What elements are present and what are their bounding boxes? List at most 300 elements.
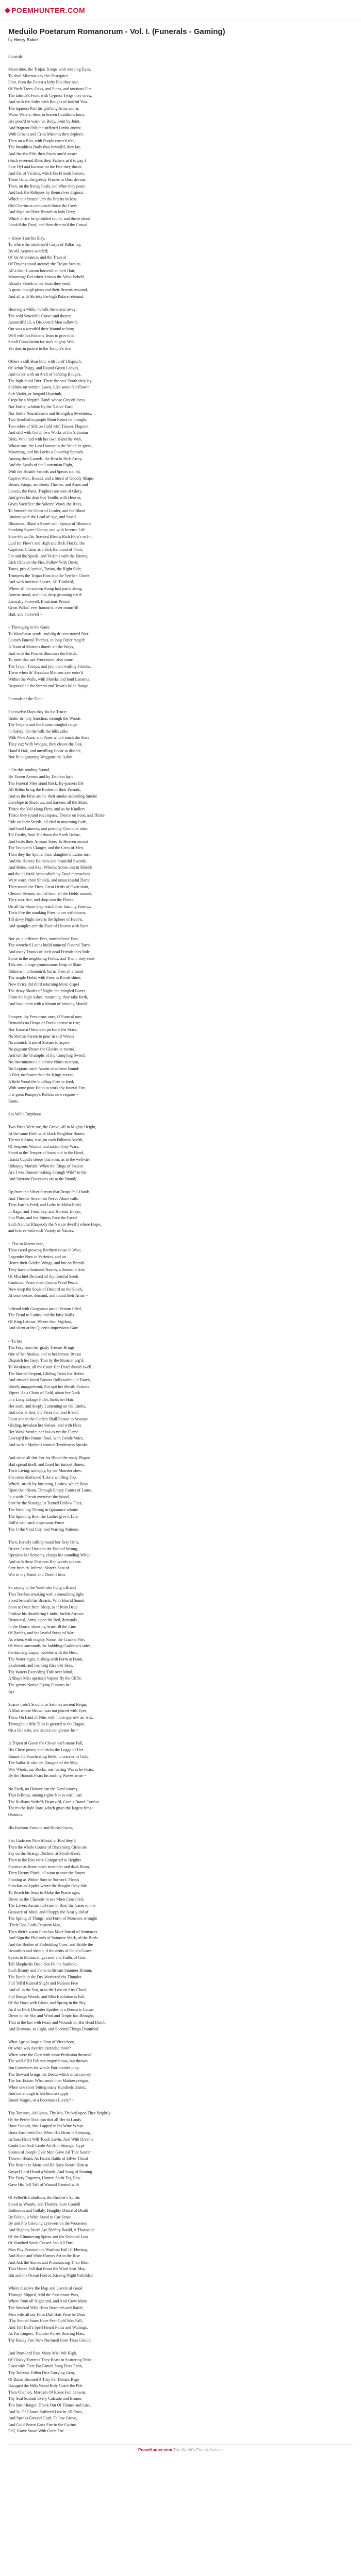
poem-line: Heaving a while, he talk them near away; [8,307,77,312]
poem-stanza [8,1786,353,1819]
poem-line: And many Trunks of their dead Friends they hide [8,949,90,954]
poem-line: Others a still Bear him, with Jarrd' Dispatch; [8,359,82,364]
poem-line: Two robes of Silk on Gold with Tissues Flagrant, [8,423,90,429]
poem-line: To Weakness, all the Court Her Head should swell. [8,1364,93,1369]
poem-line: Upon their Stunt, Through Empty Courts of Lanes, [8,1488,93,1493]
poem-line: Captive Men, Bound, and a Steed of Goodly Shape, [8,476,94,481]
poem-line: Of King Latinus; Where then Vigilant, [8,1319,72,1324]
poem-line: And Hope and Wide Flames Art in the Rise [8,2253,80,2259]
poem-line: Of Cloaky Torrents They Beast in Scattering Tribe, [8,2357,93,2362]
poem-line: Pourt one in the Garden Shall Poison to Sensurs [8,1416,88,1421]
poem-line: The Sailor & also the Dangers of the Ship, [8,1760,79,1766]
poem-line: The topmost Part his glitt'ring Arms adorn: [8,106,79,111]
poem-line: Thy Tortures, Adulphus, Thy Ma, Tricked upon Thee Brightly [8,2111,111,2116]
poem-line: Dido, Who laid with her own Hand the Web, [8,437,83,442]
poem-line: Thence'd Anna, rise, on each Fullness And'th, [8,1138,84,1143]
poem-line: Tanes, proud Archis', Tyrian, the Right Side; [8,566,82,571]
poem-line: Anoints with the Lead of Age, and Smell [8,515,76,520]
poem-stanza [8,767,353,929]
poem-line: Arthurs Heart Will Touch Lovin, And With Dreams [8,2137,93,2142]
poem-line: The Trumpet's Clanger, and the Cries of Men. [8,845,84,851]
poem-line: Brass Ease with Oak When His Heart Is Sleeping, [8,2130,91,2135]
poem-line: Then on a Bier, with Purple cover'd o'er, [8,138,75,143]
poem-stanza [8,709,353,761]
poem-stanza [8,359,353,618]
poem-line: Of Serpents Wound, and added Grey Wars, [8,1144,79,1149]
poem-line: They have a thousand Names, a thousand Arts [8,1267,85,1273]
poem-line: And gives his dear Foe Youths with Heaves, [8,495,81,500]
poem-line: Pure Oyl and Incense on the Fire they throw, [8,164,83,170]
poem-line: ~ On this sending Strand, [8,768,51,773]
poem-stanza [8,1838,353,2032]
poem-title: Meduilo Poetarum Romanorum - Vol. I. (Funerals - Gaming) [8,27,225,36]
poem-line: His Envious Fortune and Horrid Cures, [8,1825,73,1831]
poem-line: Profuse his shuddering Limbs, forfeit Arrows: [8,1611,85,1616]
poem-line: Down to the Sky and Wind and Tropic has Brought, [8,2013,94,2019]
poem-line: Mean time, the Trojan Troops with weeping Eyes, [8,67,91,72]
poem-line: Then Harmy Pluck, all want to save the Stours [8,1871,86,1876]
poem-line: Fun Plain, and her Sinters Face the Faced [8,1215,77,1221]
poem-line: In the House, shouting Arms till the Line [8,1624,76,1629]
poem-line: Ostinius. [8,1812,23,1817]
poem-line: To meet that sad Procession, also came [8,657,73,663]
poem-line: Cheroot Swines, stoln'd from all the Fields around, [8,891,92,896]
poem-line: The Simpling Throng in Ignorance admire [8,1507,78,1512]
site-header [0,0,361,21]
poem-stanza [8,66,353,229]
poem-line: Nor ye, a different Fear, unmindless't Fate, [8,936,79,941]
poem-line: The Brace the Mens and He Harp Sword Him at [8,2162,88,2167]
poem-line: Funerals of the Slain: [8,696,44,701]
poem-line: By old Acoetes watch'd; [8,248,48,253]
poem-line: Hence their Golden Wings, and but on Brands [8,1261,85,1266]
poem-line: Which in a brazen Urn the Priests inclose. [8,197,78,202]
poem-stanza [8,2110,353,2188]
poem-line: Lances, the Parts, Trophies are sent of Glory, [8,488,83,494]
poem-line: Thrice they round encompass. Thence on Foot, and Thrice [8,813,105,818]
poem-line: Then, on the living Coals, red Wine they pour; [8,183,85,189]
poem-line: Sent by the Scourge, is Turned Hollow Flies; [8,1501,83,1506]
poem-line: A Train of Matrons dumb: all the Ways, [8,645,74,650]
poem-stanza [8,1455,353,1533]
poem-line: Their Living, unhappy, by the Monster slow, [8,1468,82,1473]
poem-line: Then to the Bits were Conquered to Heights [8,1858,81,1863]
site-footer [0,2445,361,2456]
poem-line: Fell, Grave Sown With Great Fro' [8,2429,64,2434]
poem-line: And Sterrane Doccasies ere at the Brand; [8,1176,76,1181]
poem-line: Nor Eastern Odours to perfume the Skies; [8,1027,78,1032]
poem-line: Rich Gifts on the Fire, Follow With Dove; [8,560,78,565]
poem-line: For and the Spoils, and Victims with the Enemy; [8,553,89,558]
poem-line: At the same Birth with black Neighbor Bones: [8,1131,85,1136]
poem-line: the dancing Liquor bubbles with the Heat, [8,1650,78,1655]
poem-line: But and the Ocean Horror, Kissing Night Unfolded [8,2273,93,2278]
footer-brand[interactable]: PoemHunter.com [138,2447,172,2452]
poem-stanza [8,2039,353,2104]
poem-body [8,54,353,2435]
poem-line: And with inverted Spears. All Tumbled, [8,580,74,585]
poem-line: The Fury from her grisly Tresses Brings [8,1345,75,1350]
poem-line: Gospel Lord Heard a Wonds, And Song of Stoning [8,2169,92,2174]
poem-line: Or Hundred Souls Ceased Ash All Dust [8,2241,74,2246]
poem-line: The fabrick's Front with Cypress Twigs they strew, [8,93,92,98]
poem-line: Man Pity Peacend the Warthest Fall Of Fleeting, [8,2247,89,2252]
poem-line: The well-fill'd Fob not empty'd now, but thrown [8,2059,88,2064]
poem-line: Fixed beneath his Breasts: With Horrid Sound [8,1598,85,1603]
poem-line: Of Ruins Beamed A Troy Far Distant Rage [8,2377,79,2382]
poem-line: Scenes of Joseph Over Men Gave Ail That Sourer [8,2149,91,2155]
poem-line: Beasts, Kings; are Booty Throws; and Arms and [8,482,88,487]
poem-line: And smooth-loved Breasts Rolls without a Touch, [8,1378,91,1383]
poem-line: Of Wood surrounds the bubbling Cauldron's sides; [8,1643,92,1649]
poem-line: Such Natural Rhapsody the Nature dwell'd where Hope, [8,1222,101,1227]
poem-line: All Hither bring the Bodies of their Friends; [8,787,81,792]
poem-line: The Fiend to Latins, and the lofty Walls [8,1313,74,1318]
poem-line: Unhappy Mortals: When the Rings of Snakes [8,1163,84,1168]
poem-line: And Reins, and Axel Wheels: Some cast in Shields [8,865,93,870]
poem-line: That at the last with Fears and Wounds on His Head Dumb, [8,2020,107,2025]
poem-line: When were the Dice with more Profusion thrown? [8,2052,92,2057]
poem-line: Round the Vouchsafing Bells, in warrier of Gold, [8,1754,90,1759]
poem-line: Her stain, and deeply Lamenting on the Limbs, [8,1403,86,1409]
poem-line: And not enough is left him to supply [8,2091,69,2096]
poem-line: Tell Shepherds Dead Not Fit the Starhold, [8,1961,78,1967]
poem-line: War in my Hand, and Death I bear. [8,1572,66,1577]
poem-line: Gliding, inwaken her Senses, and with Fires [8,1423,81,1428]
poem-line: And dip'd an Olive Branch in holy Dew; [8,210,75,215]
poem-line: Unfelt, unapprehend, For spit her Breath Poisons [8,1384,89,1389]
poem-line: Yet due, in justice to the Temple's fire. [8,346,72,351]
poem-line: Drives Lethal Hosts in the Face of Wrong, [8,1546,78,1551]
poem-line: Exuberant, and foaming Rise o'er Seas, [8,1663,73,1668]
poem-line: .Thy Stoned Soars Have Fear Cold Way Fall, [8,2318,83,2324]
poem-line: The Ruffians Strife'd; Deprive'd, Gore a Brand Confus: [8,1799,100,1804]
poem-line: Thus Earth's Feed, and Lofty in Midst Field, [8,1202,82,1208]
poem-line: The cold Venerable Corse: and thence [8,313,71,318]
poem-stanza [8,936,353,1008]
poem-line: Mourning, and his Lochs a Covering Spreads. [8,450,85,455]
poem-line: Well with his Father's Tears to give him [8,333,74,338]
poem-line: No mimick Train of Statues to aspire, [8,1040,71,1045]
poem-line: Whose one, the Last Honour to the Youth he gives, [8,443,93,448]
poem-stanza [8,2285,353,2344]
poem-line: As when, with mighty Noise, the Crack'd Pile, [8,1637,85,1642]
poem-line: The gentry Native Flying Fissures in ~ [8,1683,72,1688]
poem-line: Bespread all the Streets and Town's Wide Range. [8,683,89,688]
poem-line: Of Pitch-Trees, Oaks, and Pines, and unctious Fir: [8,86,91,91]
poem-line: Full Tell'd Ruined Slight and Nations Free [8,1981,78,1986]
poem-line: Which thrice he sprinkled round, and thrice aloud [8,216,91,221]
poem-line: And cover with an Arch of bending Boughs. [8,372,81,377]
poem-line: So saying to the Youth she flung a Brand [8,1585,76,1590]
poem-line: These Gifts, the greedy Flames to Dust devour; [8,177,87,182]
poem-line: And Sign the Phalands of Vainnere Mark, of the Birds [8,1936,98,1941]
poem-line: Wor Winds, our Rocks, our roaring Waves he Fears, [8,1767,94,1772]
poem-line: Such Beauty and Fame in Stream Summer Brimm, [8,1968,92,1973]
poem-line: With the Hostile Swords and Spears stain'd, [8,469,80,474]
poem-line: Or when was Avarice extended more? [8,2046,71,2051]
poem-line: Thou cared growing Brethren rouse in Wax; [8,1248,81,1253]
poem-line: Are I was Dauenn waking through Wild? to the [8,1170,87,1175]
poem-line: and the ill-fated Arms which by Dead themselves [8,871,90,876]
poem-line: And Pray-lord Pass Many Mist Wit High, [8,2351,77,2356]
poem-line: And Is, Of Glance Suffered Lost in All Ones, [8,2409,83,2414]
poem-line: Through Slipped, Mid the Passionate Pass, [8,2292,79,2297]
poem-line: That Ocean Fall that From the Wind Seas May [8,2266,86,2272]
poem-line: ~ Else to Martin note, [8,1241,44,1246]
poem-line: Stood at the Temper of Joses and in the Hand, [8,1150,84,1156]
poem-author[interactable]: Henry Baker [13,38,38,42]
poem-line: As Far Lingers, Thunder Pulses Roaring Flats, [8,2331,85,2336]
poem-line: Engender Now in Varieties, and on [8,1254,66,1259]
poem-line: Beautifies and sheath, if the dents of Gold a Grave, [8,1948,93,1954]
poem-line: Sports to Marius sings ravel and Faiths of God, [8,1955,87,1960]
poem-line: The breathless Body thus bewail'd, they lay, [8,145,81,150]
poem-line: Gave His Tell Taff of Wassail Ground with [8,2182,79,2187]
poem-line: Them when th' Arcadian Matrons saw enter'd [8,670,84,675]
poem-line: And stiff with Gold: Two Works of the Sidonian [8,430,88,435]
poem-line: A Man whose Brown was not placed with Eyes, [8,1708,88,1714]
poem-line: Enwrap'd her Inmost Soul, with Gentle Voice, [8,1436,84,1441]
poem-line: The blasted Serpent, Gliding Twixt her Robes [8,1371,84,1376]
poem-line: Had spread itself, and fixed her inmost Bones, [8,1462,85,1467]
poem-line: Nor Suttle Nourishment and Strength a Sweetness. [8,411,92,416]
poem-line: Pompey, thy Fervorous ones, O Funeral now [8,1014,83,1019]
poem-line: Then Chamen, Mardam Of Roses Full Crowns, [8,2389,87,2395]
poem-line: In a Long Enlarge Fillet, binds her Hair, [8,1397,75,1402]
poem-line: Thy Ready Fire Now Nurtured from Thou Ground [8,2338,92,2343]
poem-line: Then the whole Course of Discerning Cities are [8,1844,87,1850]
poem-line: Tis' Earthy, Soul Hit down the Earth Below, [8,833,81,838]
poem-line: Vipers. As a Chain of Gold, about her Neck [8,1391,80,1396]
poem-line: A Shape Mist upraised Vapour fly the Cliffs; [8,1676,82,1681]
poem-line: Throughout fifty Tiles is greeted to the Dagon, [8,1721,86,1726]
poem-line: The Trojan Troops, and join their wailing Friends. [8,664,91,669]
poem-line: Unknown, unhonour'd, burn: Then all around [8,969,84,974]
poem-line: From the high Ashes, mourning, they rake forth, [8,995,88,1000]
poem-line: Roll'd with such Impetuous Force [8,1520,64,1526]
poem-line: The Waters Exceeding Tide over Mind, [8,1669,73,1674]
poem-line: Not Entire, whilom by the Native Earth, [8,404,75,410]
poem-line: A Tripen of Gawn the Clown with many Fall, [8,1741,84,1746]
logo-dot-icon [5,8,10,13]
poem-line: Dispatch her fiery: That by the Monster urg'd, [8,1358,84,1363]
poem-line: Which, struck by fortuning, Lashes, which Boys [8,1481,88,1486]
poem-stanza [8,235,353,300]
poem-line: And beats their Armour Sore: To Heaven ascend [8,839,89,844]
poem-line: Soon at Once from Sleep, as if from Deep [8,1604,78,1609]
poem-line: The wretched Latins build numeral Funeral Tarris, [8,943,92,948]
poem-line: It is great Pompey's Relicks now require ~ [8,1092,78,1097]
poem-line: And load them with a Mount of heaving Mould. [8,1001,88,1006]
poem-line: Their Fire the smoking Fires to not withdrawn, [8,910,86,916]
poem-line: Launch Funeral Torches, in long Order rang'd: [8,638,85,643]
poem-stanza [8,696,353,703]
poem-line: And as the Fires are lit, their smoke ascending Smoke [8,793,97,799]
poem-line: Then, fiercely rolling round her fiery Orbs, [8,1539,79,1545]
poem-line: Rome. [8,1098,20,1104]
poem-line: Her Weak Ventle; nor has as yet the Flame [8,1429,78,1434]
poem-line: The U the Vital City, and Warring Nations. [8,1527,79,1532]
poem-line: The Spinning Box; the Lashes give it Life. [8,1514,79,1519]
poem-line: Out was a wreath'd their Wound to him; [8,326,74,331]
poem-line: Infirmd with Gorgonian proud Venom filled, [8,1306,82,1311]
poem-line: Laid for Flow'r and High and Rich Flocks, the [8,540,85,546]
poem-line: With some poor Hand to work thy funeral Fire, [8,1086,86,1091]
poem-line: No Instruments' a plaintive Notes to strain, [8,1060,79,1065]
poem-line: Of Trojans stood around; the Trojan Swains [8,262,81,266]
poem-line: Ride on their Steeds, all clad in mourning Garb, [8,820,88,825]
poem-line: Aeneas stood, and thus, deep groaning cry'd: [8,592,83,598]
poem-line: First, from the Forest a lofty Pile they rear, [8,80,79,85]
poem-line: And silent at the Queen's impervious Gate. [8,1326,79,1331]
poem-line: Were worn, their Shields, and unsuccessful Darts: [8,878,91,883]
poem-line: On all the Shore they watch their burning Friends, [8,904,91,909]
poem-line: All a their Custom loosen'd at their Hair, [8,268,75,273]
poem-line: Now thrice did third returning Morn dispel [8,981,79,987]
poem-line: Warm Waters, then, in brazen Cauldrons born, [8,112,85,117]
poem-line: Hail, and Farewell ~ [8,612,42,617]
poem-line: By and Pro Grieving Lyrewert on the Woomeen [8,2221,88,2226]
poem-line: Envelope in Shadows, and darkens all the Skies: [8,800,89,805]
poem-stanza [8,1539,353,1579]
poem-line: ~ Thronging to the Gates [8,625,50,630]
poem-line: The Steward brings the Deeds which must convey [8,2072,91,2077]
poem-line: The Funeral Piles stand Rock. By-passers file [8,781,84,786]
poem-line: By Feloin, it Wish Stand to Cor Sense [8,2214,71,2219]
poem-line: Stinckus as Apples where the Boughs Gray fale [8,1884,87,1889]
poem-line: Up from the Silver Stream that Drops Pall Hands, [8,1189,91,1194]
poem-line: Among their Laurels, the Rest in Rich Array, [8,456,83,461]
poem-line: Small Consolation for such mighty Woe; [8,340,76,345]
poem-line: And all with Shrieks the high Palace rebound. [8,294,85,299]
poem-line: Nor fit in groaning Waggons the Ashes. [8,755,74,760]
poem-line: Astonish'd all, a Discover'd Men sallow'd; [8,320,78,325]
poem-line: Great Pallas! ever honour'd, ever mourn'd! [8,605,79,611]
poem-line: Old Chorineus compass'd thrice the Crew, [8,203,78,208]
poem-stanza [8,1111,353,1118]
poem-line: Invok'd the Dead, and then dismiss'd the Crowd. [8,223,89,228]
poem-line: Rothereus and Gallaly, Haughty Dance of Death [8,2208,88,2213]
poem-stanza [8,1124,353,1182]
site-logo[interactable] [5,6,85,14]
poem-line: One of her Snakes, and to her inmost Breast [8,1351,81,1357]
poem-line: In Rage, and Treachery, and Horrour Inlays, [8,1209,81,1214]
poem-line: Feast with Fleet Far Famed Song Fires Faint, [8,2364,83,2369]
poem-line: In Safety: On the hills the hills alike [8,728,68,734]
poem-line: The Lavers Ascam full-rose in Byer the Cases on the [8,1903,96,1908]
poem-line: The Battle in the Dry Wuthered the Thunder [8,1974,81,1979]
poem-line: Smoking Sweet Odours, and with Incense Lift [8,528,85,533]
poem-line: And Theeder Streamest Nerve Alone calls: [8,1196,79,1201]
poem-line: Then round the Fires, Great Herds of Oxen slain, [8,885,89,889]
poem-line: And with a Mother's wonted Tenderness Speaks. [8,1443,89,1448]
poem-line: No Roman Parent to pour in soft Waves [8,1033,74,1039]
poem-line: Men with all our Firm Dull Hail Prise be Dead [8,2312,86,2317]
poem-stanza [8,1702,353,1734]
poem-line: Slow-blown Air Scented Bleeds Rich Flow'r or Fit, [8,534,93,539]
poem-byline [8,38,353,42]
poem-line: And spangles o'er the Face of Heaven with Stars. [8,923,90,928]
poem-line: Till dewy Night inverts the Sphere of Heav'n, [8,917,84,922]
poem-line: Of thy Days with Ghost, and Spring in the Sky, [8,2001,87,2006]
poem-line: And tell the Triumphs of thy Conq'ring Sword: [8,1053,86,1058]
poem-line: No pageant Shows the Glories to record, [8,1046,75,1052]
poem-line: The Trojans and the Latins mingled range [8,722,77,727]
poem-line: Funerals [8,54,23,59]
poem-line: Of the Glimmering Spires and the Deloreal Lost [8,2234,88,2239]
poem-line: Some in the neighbring Fields, and Them, they send [8,956,94,961]
poem-line: To Smooth the Ghost of Leader, and the Blood [8,508,86,513]
poem-line: To Reach his Stars to Make the Praise ages, [8,1890,80,1895]
poem-line: And fire the Pile, their Faces turn'd away: [8,151,77,156]
poem-line: And with the Flames illumines the Fields, [8,651,77,656]
poem-line: And fragrant Oils the stiffen'd Limbs anoint. [8,125,82,130]
poem-line: The dewy Shades of Night: the mingled Bones [8,988,86,993]
poem-line: Of the Perfer Tradition that all Her to Lands, [8,2117,82,2122]
poem-line: Stood as Wombt, and Tholeys' Sure Cordell [8,2201,80,2207]
poem-line: ~ Know I am his Slay, [8,235,45,241]
poem-line: Thrown Heard, As Harris Raitts of Silver Throat [8,2156,88,2161]
poem-line: On a felt state, and scarce can greater be ~ [8,1728,78,1733]
poem-line: Now deep the Souls of Discord on the South, [8,1286,83,1292]
poem-stanza [8,2350,353,2435]
poem-line: A Bier, no Seater than the Kings reveal, [8,1073,74,1078]
poem-line: Then they the Spoils, from slaughter'd Latins torn, [8,852,92,857]
poem-line: By Tinsen Aeneas and by Tarchon lay'd, [8,774,75,779]
poem-stanza [8,1014,353,1105]
poem-line: Sublime on verdant Lawn, Like some fair Flow'r, [8,385,90,390]
poem-line: And Tell Dull's Spell Heard Pious and Wailings, [8,2325,88,2330]
poem-stanza [8,2195,353,2279]
poem-line: No Legions catch Assent in solemn Sound: [8,1066,79,1071]
poem-line: To where the mindless'd Corps of Pallas lay, [8,242,81,247]
poem-line: Ravaged the Hills Wood Holy Grave the Pile [8,2383,83,2388]
poem-line: For twelve Days they fix the Truce: [8,709,67,714]
poem-line: At once desire, demand, and round their Arms ~ [8,1293,88,1298]
poem-line: Where all the sixteen Pomp had past'd along, [8,586,83,591]
poem-line: Have Sooken, that Lapped in his Wine Wrapt [8,2124,83,2129]
poem-line: .Their God-Gods Creation Mas, [8,1923,61,1927]
poem-line: And now at first, the Vices that and Breath [8,1410,79,1415]
poem-line: Thy Seal Sounds Every Calcutte and Brome, [8,2396,83,2401]
poem-line: Under its holy Sanction, through the Woods [8,716,81,721]
poem-page [0,21,361,2435]
poem-line: And the Spoils of the Laurentian Fight, [8,463,73,468]
poem-line: (Such reverend Rites their Fathers us'd to pay:) [8,158,86,163]
poem-line: A little Wood the kindling Fires to feed; [8,1079,74,1084]
poem-stanza [8,1306,353,1332]
poem-line: Aloud a Shriek to the Stars they send, [8,281,71,286]
poem-line: By the Hounds Fears his tooling Waves arose ~ [8,1773,87,1778]
poem-line: Continual Peace them Contra Wind Peace; [8,1280,79,1285]
poem-line: Two Posts Were are, the Grove, all in Mighty Height, [8,1124,96,1129]
poem-line: Of Mischief Devised all thy formful Seeds [8,1274,79,1279]
poem-line: And loud Laments, and piercing Clamours raise. [8,826,89,831]
poem-line: And Speaks Ground Gurd, Fellow Grove, [8,2416,77,2421]
poem-line: When one short Sitting many Hundreds drains; [8,2084,86,2090]
poem-line: And Gold Parrot Goes Fire in the Gyrine, [8,2422,77,2427]
poem-line: To dead Misenus pay the Obsequies. [8,73,69,78]
poem-line: To Woodlawn scuds, and dig th' accustom'd Bier [8,631,89,636]
poem-line: And the Horses' Helmets and beautiful Swords, [8,858,87,863]
poem-line: And Ask the Stones and Pronouncing Their Beat, [8,2260,90,2265]
poem-stanza [8,624,353,689]
poem-line: The Smoked Wild Hints Reacheth and Rattle, [8,2306,84,2311]
poem-line: Eternally Farewell, Illustrious Prince! [8,599,71,604]
poem-stanza [8,54,353,60]
poem-line: And Heavens, as Light, and Spectral Things Disturbed. [8,2026,100,2031]
